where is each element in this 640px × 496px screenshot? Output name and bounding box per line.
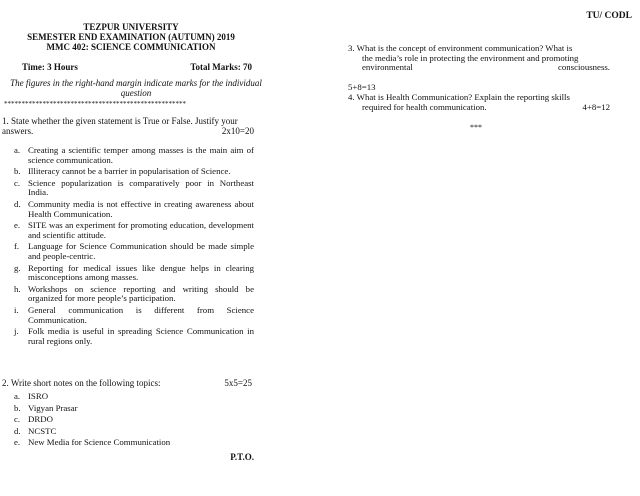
list-item: f. Language for Science Communication should be made simple and people-centric.	[14, 241, 254, 261]
exam-title: SEMESTER END EXAMINATION (AUTUMN) 2019	[27, 32, 235, 42]
list-item: b. Vigyan Prasar	[14, 402, 78, 413]
list-item: e. SITE was an experiment for promoting education, development and scientific attitude.	[14, 220, 254, 240]
list-item: a. ISRO	[14, 391, 49, 401]
question-3-marks: 5+8=13	[348, 82, 376, 92]
divider-stars: ****************************************************	[4, 100, 186, 108]
university-name: TEZPUR UNIVERSITY	[83, 22, 179, 32]
list-item: d. NCSTC	[14, 425, 57, 436]
question-1-text: 1. State whether the given statement is True or False. Justify your answers.	[2, 116, 238, 136]
question-2-list	[0, 392, 254, 450]
right-column	[334, 0, 610, 200]
question-4-text: 4. What is Health Communication? Explain the reporting skills required for health communication. 4+8=12	[348, 92, 610, 112]
list-item: e. New Media for Science Communication	[14, 437, 171, 448]
list-item: c. Science popularization is comparatively poor in Northeast India.	[14, 177, 254, 198]
list-item: b. Illiteracy cannot be a barrier in popularisation of Science.	[14, 166, 231, 177]
marks-instruction: The figures in the right-hand margin indicate marks for the individual question	[10, 78, 262, 98]
list-item: a. Creating a scientific temper among masses is the main aim of science communication.	[14, 145, 254, 165]
question-2-marks: 5x5=25	[224, 378, 252, 388]
question-3-text: 3. What is the concept of environment communication? What is the media’s role in protecting the environment and promoting environmental consciousness.	[348, 43, 610, 73]
pto-label: P.T.O.	[230, 452, 254, 462]
end-mark: ***	[470, 123, 482, 132]
question-2-text: 2. Write short notes on the following topics:	[2, 378, 161, 388]
list-item: i. General communication is different from Science Communication.	[14, 304, 254, 325]
time-allowed: Time: 3 Hours	[22, 62, 78, 72]
list-item: c. DRDO	[14, 414, 53, 425]
list-item: d. Community media is not effective in creating awareness about Health Communication.	[14, 198, 254, 219]
total-marks: Total Marks: 70	[190, 62, 252, 72]
question-4-marks: 4+8=12	[582, 101, 610, 112]
question-1-list	[0, 146, 254, 348]
paper-code: TU/ CODL	[586, 11, 632, 21]
list-item: j. Folk media is useful in spreading Science Communication in rural regions only.	[14, 326, 254, 346]
course-title: MMC 402: SCIENCE COMMUNICATION	[46, 42, 216, 52]
question-1-marks: 2x10=20	[221, 126, 254, 136]
list-item: g. Reporting for medical issues like dengue helps in clearing misconceptions among masses.	[14, 262, 254, 283]
list-item: h. Workshops on science reporting and writing should be organized for more people’s participation.	[14, 283, 254, 304]
